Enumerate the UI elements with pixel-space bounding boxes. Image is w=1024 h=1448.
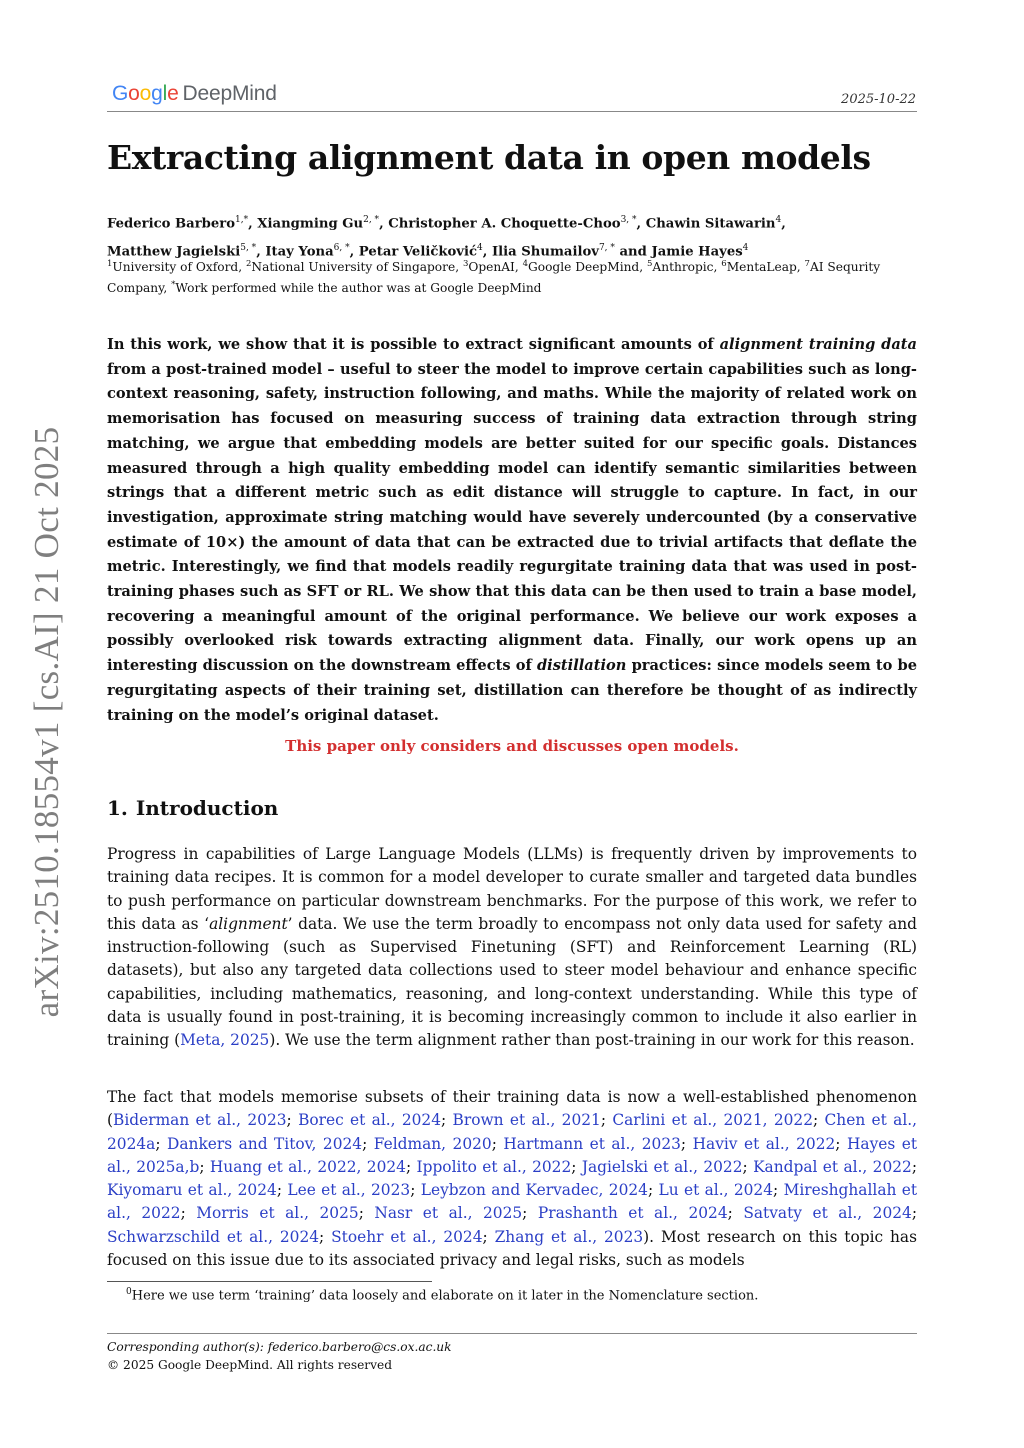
affiliation-text: University of Oxford,	[112, 260, 246, 275]
author-name: Matthew Jagielski	[107, 244, 241, 260]
affiliation-text: AI Sequrity Company,	[107, 260, 881, 296]
author-affiliation-marker: 2, *	[363, 215, 380, 225]
affiliation-marker: 6	[721, 259, 727, 269]
paragraph-text: ). We use the term alignment rather than post-training in our work for this reason.	[269, 1031, 915, 1050]
affiliation-marker: 3	[462, 259, 469, 269]
logo-letter: l	[162, 82, 168, 105]
arxiv-stamp: arXiv:2510.18554v1 [cs.AI] 21 Oct 2025	[27, 426, 66, 1018]
section-heading	[107, 796, 278, 820]
citation-link[interactable]: Ippolito et al., 2022	[416, 1157, 572, 1176]
author-affiliation-marker: 4	[775, 215, 782, 225]
copyright: © 2025 Google DeepMind. All rights reserved	[107, 1358, 393, 1372]
author-separator: ,	[349, 244, 359, 260]
abstract-text: In this work, we show that it is possible to extract significant amounts of	[107, 336, 720, 353]
header-divider	[107, 111, 917, 112]
citation-link[interactable]: Schwarzschild et al., 2024	[107, 1227, 320, 1246]
citation-link[interactable]: Kiyomaru et al., 2024	[107, 1181, 277, 1200]
author-name: Ilia Shumailov	[491, 244, 599, 260]
affiliation-text: Anthropic,	[652, 260, 722, 275]
author-affiliation-marker: 4	[742, 243, 749, 254]
intro-paragraph-2: The fact that models memorise subsets of their training data is now a well-established phenomenon (Biderman et al., 2023; Borec et al., 2024; Brown et al., 2021; Carlini et al., 2021, 2022; Chen et al., 2024a; Dankers and Titov, 2024; Feldman, 2020; Hartmann et al., 2023; Haviv et al., 2022; Hayes et al., 2025a,b; Huang et al., 2022, 2024; Ippolito et al., 2022; Jagielski et al., 2022; Kandpal et al., 2022; Kiyomaru et al., 2024; Lee et al., 2023; Leybzon and Kervadec, 2024; Lu et al., 2024; Mireshghallah et al., 2022; Morris et al., 2025; Nasr et al., 2025; Prashanth et al., 2024; Satvaty et al., 2024; Schwarzschild et al., 2024; Stoehr et al., 2024; Zhang et al., 2023). Most research on this topic has focused on this issue due to its associated privacy and legal risks, such as models	[107, 1088, 918, 1270]
citation-link[interactable]: Lee et al., 2023	[287, 1181, 411, 1200]
logo-product: DeepMind	[182, 82, 277, 105]
paragraph-emphasis: alignment	[209, 914, 288, 933]
section-number: 1.	[107, 796, 128, 820]
citation-link[interactable]: Morris et al., 2025	[196, 1204, 359, 1223]
citation-link[interactable]: Satvaty et al., 2024	[743, 1204, 912, 1223]
footer-divider	[107, 1333, 917, 1334]
author-name: Christopher A. Choquette-Choo	[388, 216, 621, 232]
author-name: Federico Barbero	[107, 216, 236, 232]
footnote-text: Here we use term ‘training’ data loosely and elaborate on it later in the Nomenclature section.	[131, 1288, 759, 1304]
citation-link[interactable]: Biderman et al., 2023	[113, 1111, 287, 1130]
affiliation-text: National University of Singapore,	[251, 260, 463, 275]
intro-paragraph-1	[107, 843, 917, 1053]
affiliation-text: OpenAI,	[468, 260, 523, 275]
footnote	[126, 1287, 758, 1303]
section-title: Introduction	[135, 796, 279, 820]
author-name: Petar Veličković	[358, 244, 478, 260]
citation-link[interactable]: Mireshghallah et al., 2022	[107, 1181, 918, 1223]
author-affiliation-marker: 7, *	[598, 243, 615, 254]
abstract-text: from a post-trained model – useful to steer the model to improve certain capabilities such as long-context reasoning, safety, instruction following, and maths. While the majority of related work on memorisation has focused on measuring success of training data extraction through string matching, we argue that embedding models are better suited for our specific goals. Distances measured through a high quality embedding model can identify semantic similarities between strings that a different metric such as edit distance will struggle to capture. In fact, in our investigation, approximate string matching would have severely undercounted (by a conservative estimate of 10×) the amount of data that can be extracted due to trivial artifacts that deflate the metric. Interestingly, we find that models readily regurgitate training data that was used in post-training phases such as SFT or RL. We show that this data can be then used to train a base model, recovering a meaningful amount of the original performance. We believe our work exposes a possibly overlooked risk towards extracting alignment data. Finally, our work opens up an interesting discussion on the downstream effects of	[107, 360, 917, 675]
citation-link[interactable]: Chen et al., 2024a	[107, 1111, 918, 1153]
paragraph-text: The fact that models memorise subsets of their training data is now a well-established phenomenon (	[107, 1088, 917, 1130]
logo-letter: o	[139, 82, 152, 105]
author-name: Xiangming Gu	[257, 216, 364, 232]
affiliation-marker: 7	[804, 259, 810, 269]
affiliation-text: MentaLeap,	[726, 260, 805, 275]
citation-link[interactable]: Stoehr et al., 2024	[331, 1227, 483, 1246]
logo-letter: o	[128, 82, 140, 105]
citation-link[interactable]: Prashanth et al., 2024	[537, 1204, 728, 1223]
footnote-divider	[107, 1281, 432, 1282]
abstract	[107, 333, 917, 728]
citation-link[interactable]: Nasr et al., 2025	[374, 1204, 523, 1223]
footnote-marker: 0	[126, 1287, 132, 1297]
paper-title: Extracting alignment data in open models	[107, 138, 871, 177]
affiliation-marker: 5	[647, 259, 653, 269]
citation-link[interactable]: Hayes et al., 2025a,b	[107, 1134, 918, 1176]
author-separator: ,	[636, 216, 646, 232]
citation-link[interactable]: Huang et al., 2022, 2024	[209, 1157, 406, 1176]
citation-link[interactable]: Lu et al., 2024	[658, 1181, 774, 1200]
citation-link[interactable]: Feldman, 2020	[373, 1134, 492, 1153]
citation-link[interactable]: Kandpal et al., 2022	[753, 1157, 912, 1176]
logo-letter: g	[151, 82, 163, 105]
citation-link[interactable]: Meta, 2025	[180, 1031, 270, 1050]
author-separator: ,	[482, 244, 492, 260]
paragraph-text: ). Most research on this topic has focused on this issue due to its associated privacy and legal risks, such as models	[107, 1227, 917, 1270]
author-separator: ,	[379, 216, 389, 232]
paragraph-text: ’ data. We use the term broadly to encompass not only data used for safety and instruction-following (such as Supervised Finetuning (SFT) and Reinforcement Learning (RL) datasets), but also any targeted data collections used to steer model behaviour and enhance specific capabilities, including mathematics, reasoning, and long-context understanding. While this type of data is usually found in post-training, it is becoming increasingly common to include it also earlier in training (	[107, 914, 918, 1050]
affiliation-marker: 4	[522, 259, 529, 269]
affiliation-marker: *	[171, 280, 176, 291]
author-separator: and	[614, 244, 652, 260]
citation-link[interactable]: Carlini et al., 2021, 2022	[612, 1111, 814, 1130]
google-deepmind-logo	[112, 82, 277, 106]
paragraph-text: Progress in capabilities of Large Language Models (LLMs) is frequently driven by improvements to training data recipes. It is common for a model developer to curate smaller and targeted data bundles to push performance on particular downstream benchmarks. For the purpose of this work, we refer to this data as ‘	[107, 845, 917, 933]
author-affiliation-marker: 1,*	[235, 215, 249, 225]
abstract-emphasis: distillation	[536, 657, 627, 675]
citation-link[interactable]: Brown et al., 2021	[452, 1111, 601, 1130]
affiliations	[107, 255, 907, 297]
author-affiliation-marker: 6, *	[333, 243, 350, 254]
logo-letter: e	[167, 82, 179, 105]
corresponding-author: Corresponding author(s): federico.barbero@cs.ox.ac.uk	[107, 1340, 452, 1354]
affiliation-text: Work performed while the author was at Google DeepMind	[175, 281, 542, 296]
author-affiliation-marker: 4	[477, 243, 483, 254]
logo-letter: G	[112, 82, 129, 105]
abstract-text: practices: since models seem to be regurgitating aspects of their training set, distillation can therefore be thought of as indirectly training on the model’s original dataset.	[107, 657, 918, 724]
publication-date: 2025-10-22	[841, 92, 916, 107]
author-name: Jamie Hayes	[651, 244, 743, 260]
citation-link[interactable]: Zhang et al., 2023	[494, 1227, 644, 1246]
citation-link[interactable]: Hartmann et al., 2023	[503, 1134, 681, 1153]
author-affiliation-marker: 5, *	[240, 243, 257, 254]
abstract-emphasis: alignment training data	[719, 336, 918, 353]
author-affiliation-marker: 3, *	[620, 215, 637, 225]
author-name: Itay Yona	[265, 244, 334, 260]
citation-link[interactable]: Haviv et al., 2022	[692, 1134, 836, 1153]
author-name: Chawin Sitawarin	[645, 216, 776, 232]
citation-link[interactable]: Leybzon and Kervadec, 2024	[420, 1181, 648, 1200]
affiliation-marker: 1	[107, 259, 113, 269]
affiliation-marker: 2	[246, 259, 252, 269]
open-models-notice: This paper only considers and discusses open models.	[285, 737, 739, 755]
author-separator: ,	[781, 216, 786, 232]
citation-link[interactable]: Dankers and Titov, 2024	[167, 1134, 363, 1153]
author-separator: ,	[248, 216, 258, 232]
affiliation-text: Google DeepMind,	[528, 260, 647, 275]
citation-link[interactable]: Borec et al., 2024	[298, 1111, 442, 1130]
author-separator: ,	[256, 244, 266, 260]
citation-link[interactable]: Jagielski et al., 2022	[581, 1157, 743, 1176]
